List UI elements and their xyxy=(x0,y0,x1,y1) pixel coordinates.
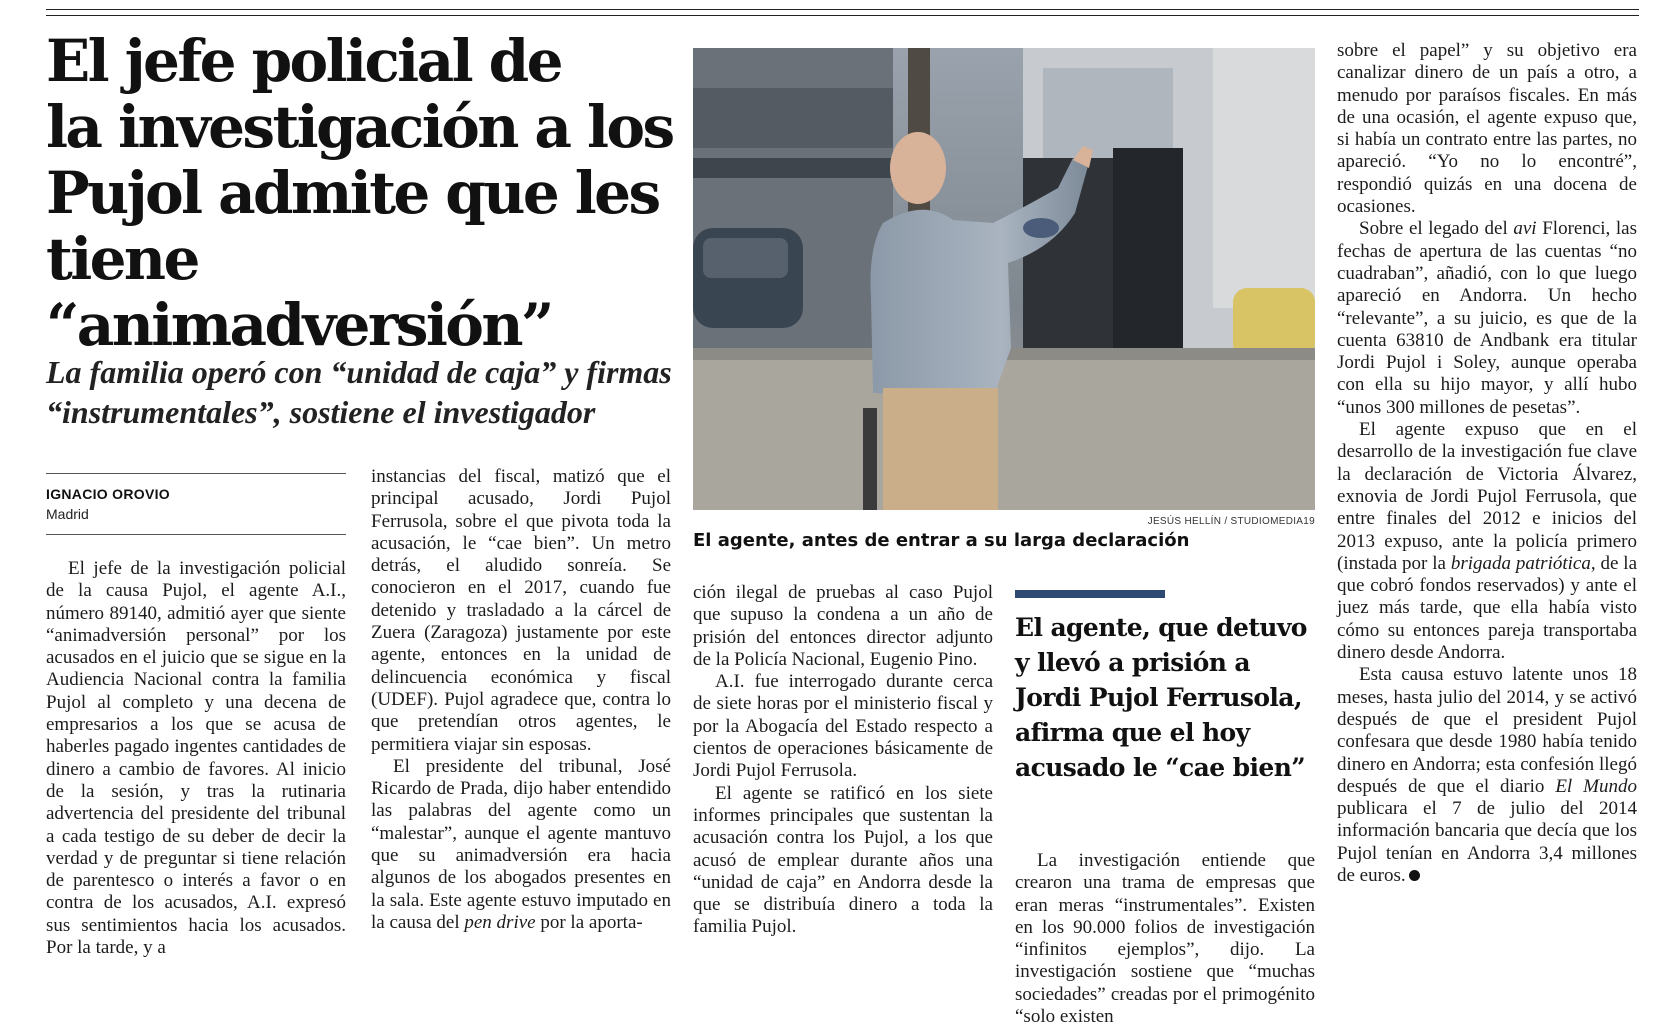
article-paragraph: instancias del fiscal, matizó que el principal acusado, Jordi Pujol Ferrusola, sobre el que pivota toda la acusación, le “cae bien”. Un metro detrás, el aludido sonreía. Se conocieron en el 2017, cuando fue detenido y trasladado a la cárcel de Zuera (Zaragoza) justamente por este agente, entonces en la unidad de delincuencia económica y fiscal (UDEF). Pujol agradece que, contra lo que pretendían otros agentes, le permitiera viajar sin esposas. xyxy=(371,466,671,755)
italic-term: avi xyxy=(1513,218,1537,240)
italic-term: brigada patriótica xyxy=(1450,552,1591,574)
article-paragraph xyxy=(371,756,671,934)
article-column-2 xyxy=(371,466,671,934)
headline: El jefe policial de la investigación a los Pujol admite que les tiene “animadversión” xyxy=(46,27,673,359)
top-rule xyxy=(46,9,1639,10)
byline-place: Madrid xyxy=(46,506,89,522)
text-run: El presidente del tribunal, José Ricardo de Prada, dijo haber entendido las palabras del agente como un “malestar”, aunque el agente mantuvo que su animadversión era hacia algunos de los abogados presentes en la sala. Este agente estuvo imputado en la causa del xyxy=(371,755,671,933)
byline-rule-bottom xyxy=(46,534,346,535)
italic-term: pen drive xyxy=(464,911,536,933)
article-paragraph: sobre el papel” y su objetivo era canalizar dinero de un país a otro, a menudo por paraísos fiscales. En más de una ocasión, el agente expuso que, si había un contrato entre las partes, no apareció. “Yo no lo encontré”, respondió quizás en una docena de ocasiones. xyxy=(1337,40,1637,218)
article-column-4 xyxy=(1015,850,1315,1028)
photo-caption: El agente, antes de entrar a su larga declaración xyxy=(693,530,1190,551)
article-paragraph xyxy=(1337,664,1637,887)
text-run: El agente expuso que en el desarrollo de la investigación fue clave la declaración de Victoria Álvarez, exnovia de Jordi Pujol Ferrusola, que entre finales del 2012 e inicios del 2013 expuso, ante la policía primero (instada por la xyxy=(1337,419,1637,574)
end-mark-icon xyxy=(1409,870,1420,881)
article-column-5 xyxy=(1337,40,1637,887)
pull-quote: El agente, que detuvo y llevó a prisión a Jordi Pujol Ferrusola, afirma que el hoy acusado le “cae bien” xyxy=(1015,613,1307,782)
article-paragraph: El jefe de la investigación policial de la causa Pujol, el agente A.I., número 89140, admitió ayer que siente “animadversión personal” por los acusados en el juicio que se sigue en la Audiencia Nacional contra la familia Pujol al completo y una decena de empresarios a los que se acusa de haberles pagado ingentes cantidades de dinero a cambio de favores. Al inicio de la sesión, y tras la rutinaria advertencia del presidente del tribunal a cada testigo de su deber de decir la verdad y de preguntar si tiene relación de parentesco o interés a favor o en contra de los acusados, A.I. expresó sus sentimientos hacia los acusados. Por la tarde, y a xyxy=(46,558,346,959)
text-run: Sobre el legado del xyxy=(1359,218,1508,240)
article-paragraph: El agente se ratificó en los siete informes principales que sustentan la acusación contra los Pujol, a los que acusó de emplear durante años una “unidad de caja” en Andorra desde la que se distribuía dinero a toda la familia Pujol. xyxy=(693,782,993,938)
article-paragraph: A.I. fue interrogado durante cerca de siete horas por el ministerio fiscal y por la Abogacía del Estado respecto a cientos de operaciones básicamente de Jordi Pujol Ferrusola. xyxy=(693,671,993,782)
photo-illustration xyxy=(693,48,1315,510)
article-paragraph: La investigación entiende que crearon una trama de empresas que eran meras “instrumentales”. Existen en los 90.000 folios de investigación “infinitos ejemplos”, dijo. La investigación sostiene que “muchas sociedades” creadas por el primogénito “solo existen xyxy=(1015,850,1315,1028)
byline-rule-top xyxy=(46,473,346,474)
top-rule-thin xyxy=(46,15,1639,16)
pull-quote-bar xyxy=(1015,590,1165,598)
text-run: Florenci, las fechas de apertura de las cuentas “no cuadraban”, añadió, con lo que luego apareció en Andorra. Un hecho “relevante”, a su juicio, es que de la cuenta 63810 de Andbank era titular Jordi Pujol i Soley, aunque operaba con ella su hijo mayor, y allí hubo “unos 300 millones de pesetas”. xyxy=(1337,218,1638,418)
article-column-1 xyxy=(46,558,346,959)
subheadline: La familia operó con “unidad de caja” y firmas “instrumentales”, sostiene el investigador xyxy=(46,354,672,430)
article-column-3 xyxy=(693,582,993,939)
article-paragraph xyxy=(1337,419,1637,664)
text-run: , de la que cobró fondos reservados) y ante el juez más tarde, que ella había visto cómo su entonces pareja transportaba dinero desde Andorra. xyxy=(1337,552,1637,664)
photo-credit: JESÚS HELLÍN / STUDIOMEDIA19 xyxy=(1147,516,1315,527)
text-run: Esta causa estuvo latente unos 18 meses, hasta julio del 2014, y se activó después de que el president Pujol confesara que desde 1980 había tenido dinero en Andorra; esta confesión llegó después de que el diario xyxy=(1337,664,1637,797)
article-paragraph xyxy=(1337,218,1637,419)
article-photo xyxy=(693,48,1315,510)
italic-term: El Mundo xyxy=(1555,775,1637,797)
byline-author: IGNACIO OROVIO xyxy=(46,486,170,502)
text-run: publicara el 7 de julio del 2014 información bancaria que decía que los Pujol tenían en Andorra 3,4 millones de euros. xyxy=(1337,798,1637,886)
article-paragraph: ción ilegal de pruebas al caso Pujol que supuso la condena a un año de prisión del entonces director adjunto de la Policía Nacional, Eugenio Pino. xyxy=(693,582,993,670)
text-run: por la aporta- xyxy=(540,911,643,933)
